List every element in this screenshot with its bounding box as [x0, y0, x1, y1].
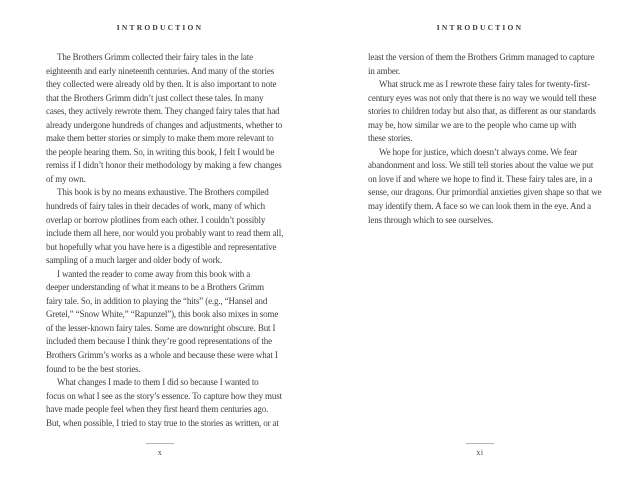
text-line: sampling of a much larger and older body of work. [46, 255, 222, 266]
running-head-right: INTRODUCTION [436, 23, 524, 32]
text-line: eighteenth and early nineteenth centuries. And many of the stories [46, 65, 275, 76]
text-line: of the lesser-known fairy tales. Some are downright obscure. But I [46, 322, 276, 333]
text-line: that the Brothers Grimm didn’t just collect these tales. In many [46, 92, 264, 103]
text-line: abandonment and loss. We still tell stories about the value we put [368, 160, 594, 171]
text-line: I wanted the reader to come away from this book with a [57, 268, 251, 279]
text-line: of my own. [46, 173, 86, 184]
folio-rule-right [466, 443, 494, 444]
text-line: This book is by no means exhaustive. The Brothers compiled [57, 187, 269, 198]
text-line: make them better stories or simply to make them more relevant to [46, 133, 274, 144]
paragraph [46, 376, 283, 430]
text-line: but hopefully what you have here is a digestible and representative [46, 241, 277, 252]
page-right [320, 0, 640, 483]
text-line: Gretel,” “Snow White,” “Rapunzel”), this book also mixes in some [46, 309, 279, 320]
text-line: these stories. [368, 133, 413, 144]
text-line: Brothers Grimm’s works as a whole and because these were what I [46, 350, 278, 361]
text-line: remiss if I didn’t honor their methodology by making a few changes [46, 160, 282, 171]
text-line: may identify them. A face so we can look them in the eye. And a [368, 201, 591, 212]
page-number-left: x [157, 448, 163, 457]
paragraph [368, 51, 601, 78]
text-line: deeper understanding of what it means to be a Brothers Grimm [46, 282, 264, 293]
body-text-right [368, 51, 601, 227]
paragraph [368, 146, 601, 227]
text-line: may be, how similar we are to the people who came up with [368, 119, 577, 130]
page-footer-left [0, 443, 320, 457]
text-line: sense, our dragons. Our primordial anxieties given shape so that we [368, 187, 602, 198]
text-line: lens through which to see ourselves. [368, 214, 494, 225]
paragraph [368, 78, 601, 146]
text-line: We hope for justice, which doesn’t always come. We fear [379, 146, 578, 157]
text-line: least the version of them the Brothers Grimm managed to capture [368, 52, 595, 62]
folio-rule-left [146, 443, 174, 444]
text-line: they collected were already old by then. It is also important to note [46, 79, 277, 90]
text-line: cases, they actively rewrote them. They changed fairy tales that had [46, 106, 280, 117]
text-line: on love if and where we hope to find it. These fairy tales are, in a [368, 173, 593, 184]
text-line: fairy tale. So, in addition to playing the “hits” (e.g., “Hansel and [46, 295, 268, 306]
text-line: What struck me as I rewrote these fairy tales for twenty-first- [379, 79, 590, 90]
page-footer-right [320, 443, 640, 457]
text-line: include them all here, nor would you probably want to read them all, [46, 228, 284, 239]
text-line: included them because I think they’re good representations of the [46, 336, 272, 347]
text-line: hundreds of fairy tales in their decades of work, many of which [46, 201, 265, 212]
running-head-left: INTRODUCTION [116, 23, 204, 32]
paragraph [46, 186, 283, 267]
text-line: overlap or borrow plotlines from each other. I couldn’t possibly [46, 214, 266, 225]
text-line: What changes I made to them I did so because I wanted to [57, 377, 259, 388]
text-line: century eyes was not only that there is no way we would tell these [368, 92, 597, 103]
text-line: in amber. [368, 65, 401, 76]
text-line: have made people feel when they first heard them centuries ago. [46, 404, 269, 415]
body-text-left [46, 51, 283, 430]
text-line: focus on what I see as the story’s essence. To capture how they must [46, 390, 282, 401]
text-line: the people hearing them. So, in writing this book, I felt I would be [46, 146, 275, 157]
page-number-right: xi [476, 448, 484, 457]
text-line: found to be the best stories. [46, 363, 141, 374]
text-line: already undergone hundreds of changes and adjustments, whether to [46, 119, 283, 130]
text-line: The Brothers Grimm collected their fairy tales in the late [57, 52, 253, 62]
text-line: But, when possible, I tried to stay true to the stories as written, or at [46, 417, 279, 428]
text-line: stories to children today but also that, as different as our standards [368, 106, 596, 117]
paragraph [46, 51, 283, 186]
paragraph [46, 268, 283, 376]
